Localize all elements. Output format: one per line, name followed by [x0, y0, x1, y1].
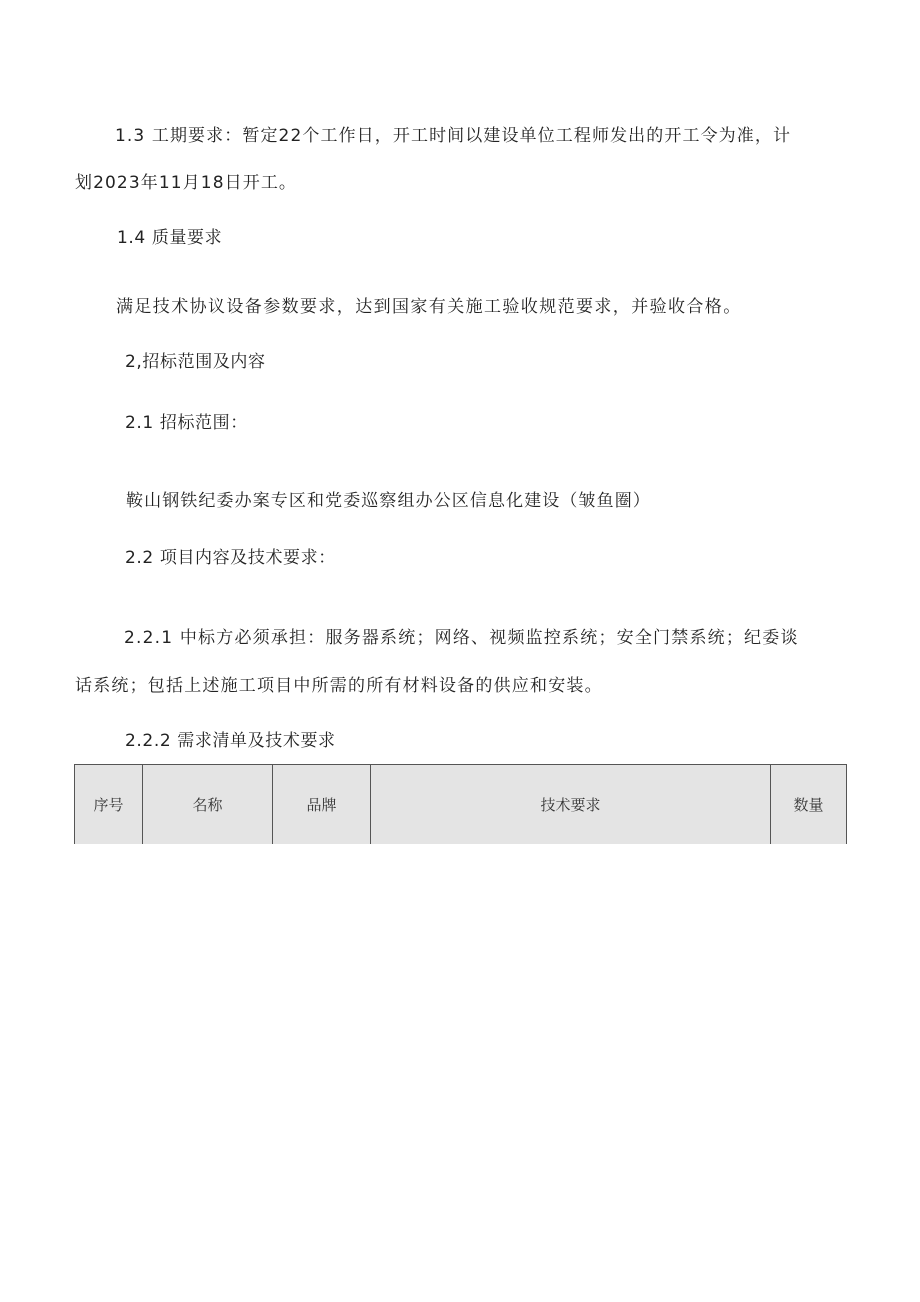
heading-2-2-2: 2.2.2 需求清单及技术要求 [125, 731, 336, 751]
header-quantity: 数量 [771, 765, 847, 845]
paragraph-1-3-line-2: 划2023年11月18日开工。 [75, 173, 298, 193]
paragraph-2-2-1-line-1: 2.2.1 中标方必须承担：服务器系统；网络、视频监控系统；安全门禁系统；纪委谈 [124, 628, 799, 648]
heading-1-4: 1.4 质量要求 [117, 228, 223, 248]
header-brand: 品牌 [273, 765, 371, 845]
table-header-row [75, 765, 847, 845]
heading-2: 2,招标范围及内容 [125, 352, 266, 372]
paragraph-2-2-1-line-2: 话系统；包括上述施工项目中所需的所有材料设备的供应和安装。 [75, 676, 603, 696]
header-index: 序号 [75, 765, 143, 845]
heading-2-1: 2.1 招标范围： [125, 413, 248, 433]
header-name: 名称 [143, 765, 273, 845]
paragraph-1-3-line-1: 1.3 工期要求：暂定22个工作日，开工时间以建设单位工程师发出的开工令为准，计 [115, 126, 792, 146]
heading-2-2: 2.2 项目内容及技术要求： [125, 548, 336, 568]
quality-paragraph: 满足技术协议设备参数要求，达到国家有关施工验收规范要求，并验收合格。 [116, 297, 742, 317]
header-tech-requirements: 技术要求 [371, 765, 771, 845]
scope-paragraph: 鞍山钢铁纪委办案专区和党委巡察组办公区信息化建设（皱鱼圈） [126, 491, 651, 511]
requirements-table [74, 764, 847, 844]
